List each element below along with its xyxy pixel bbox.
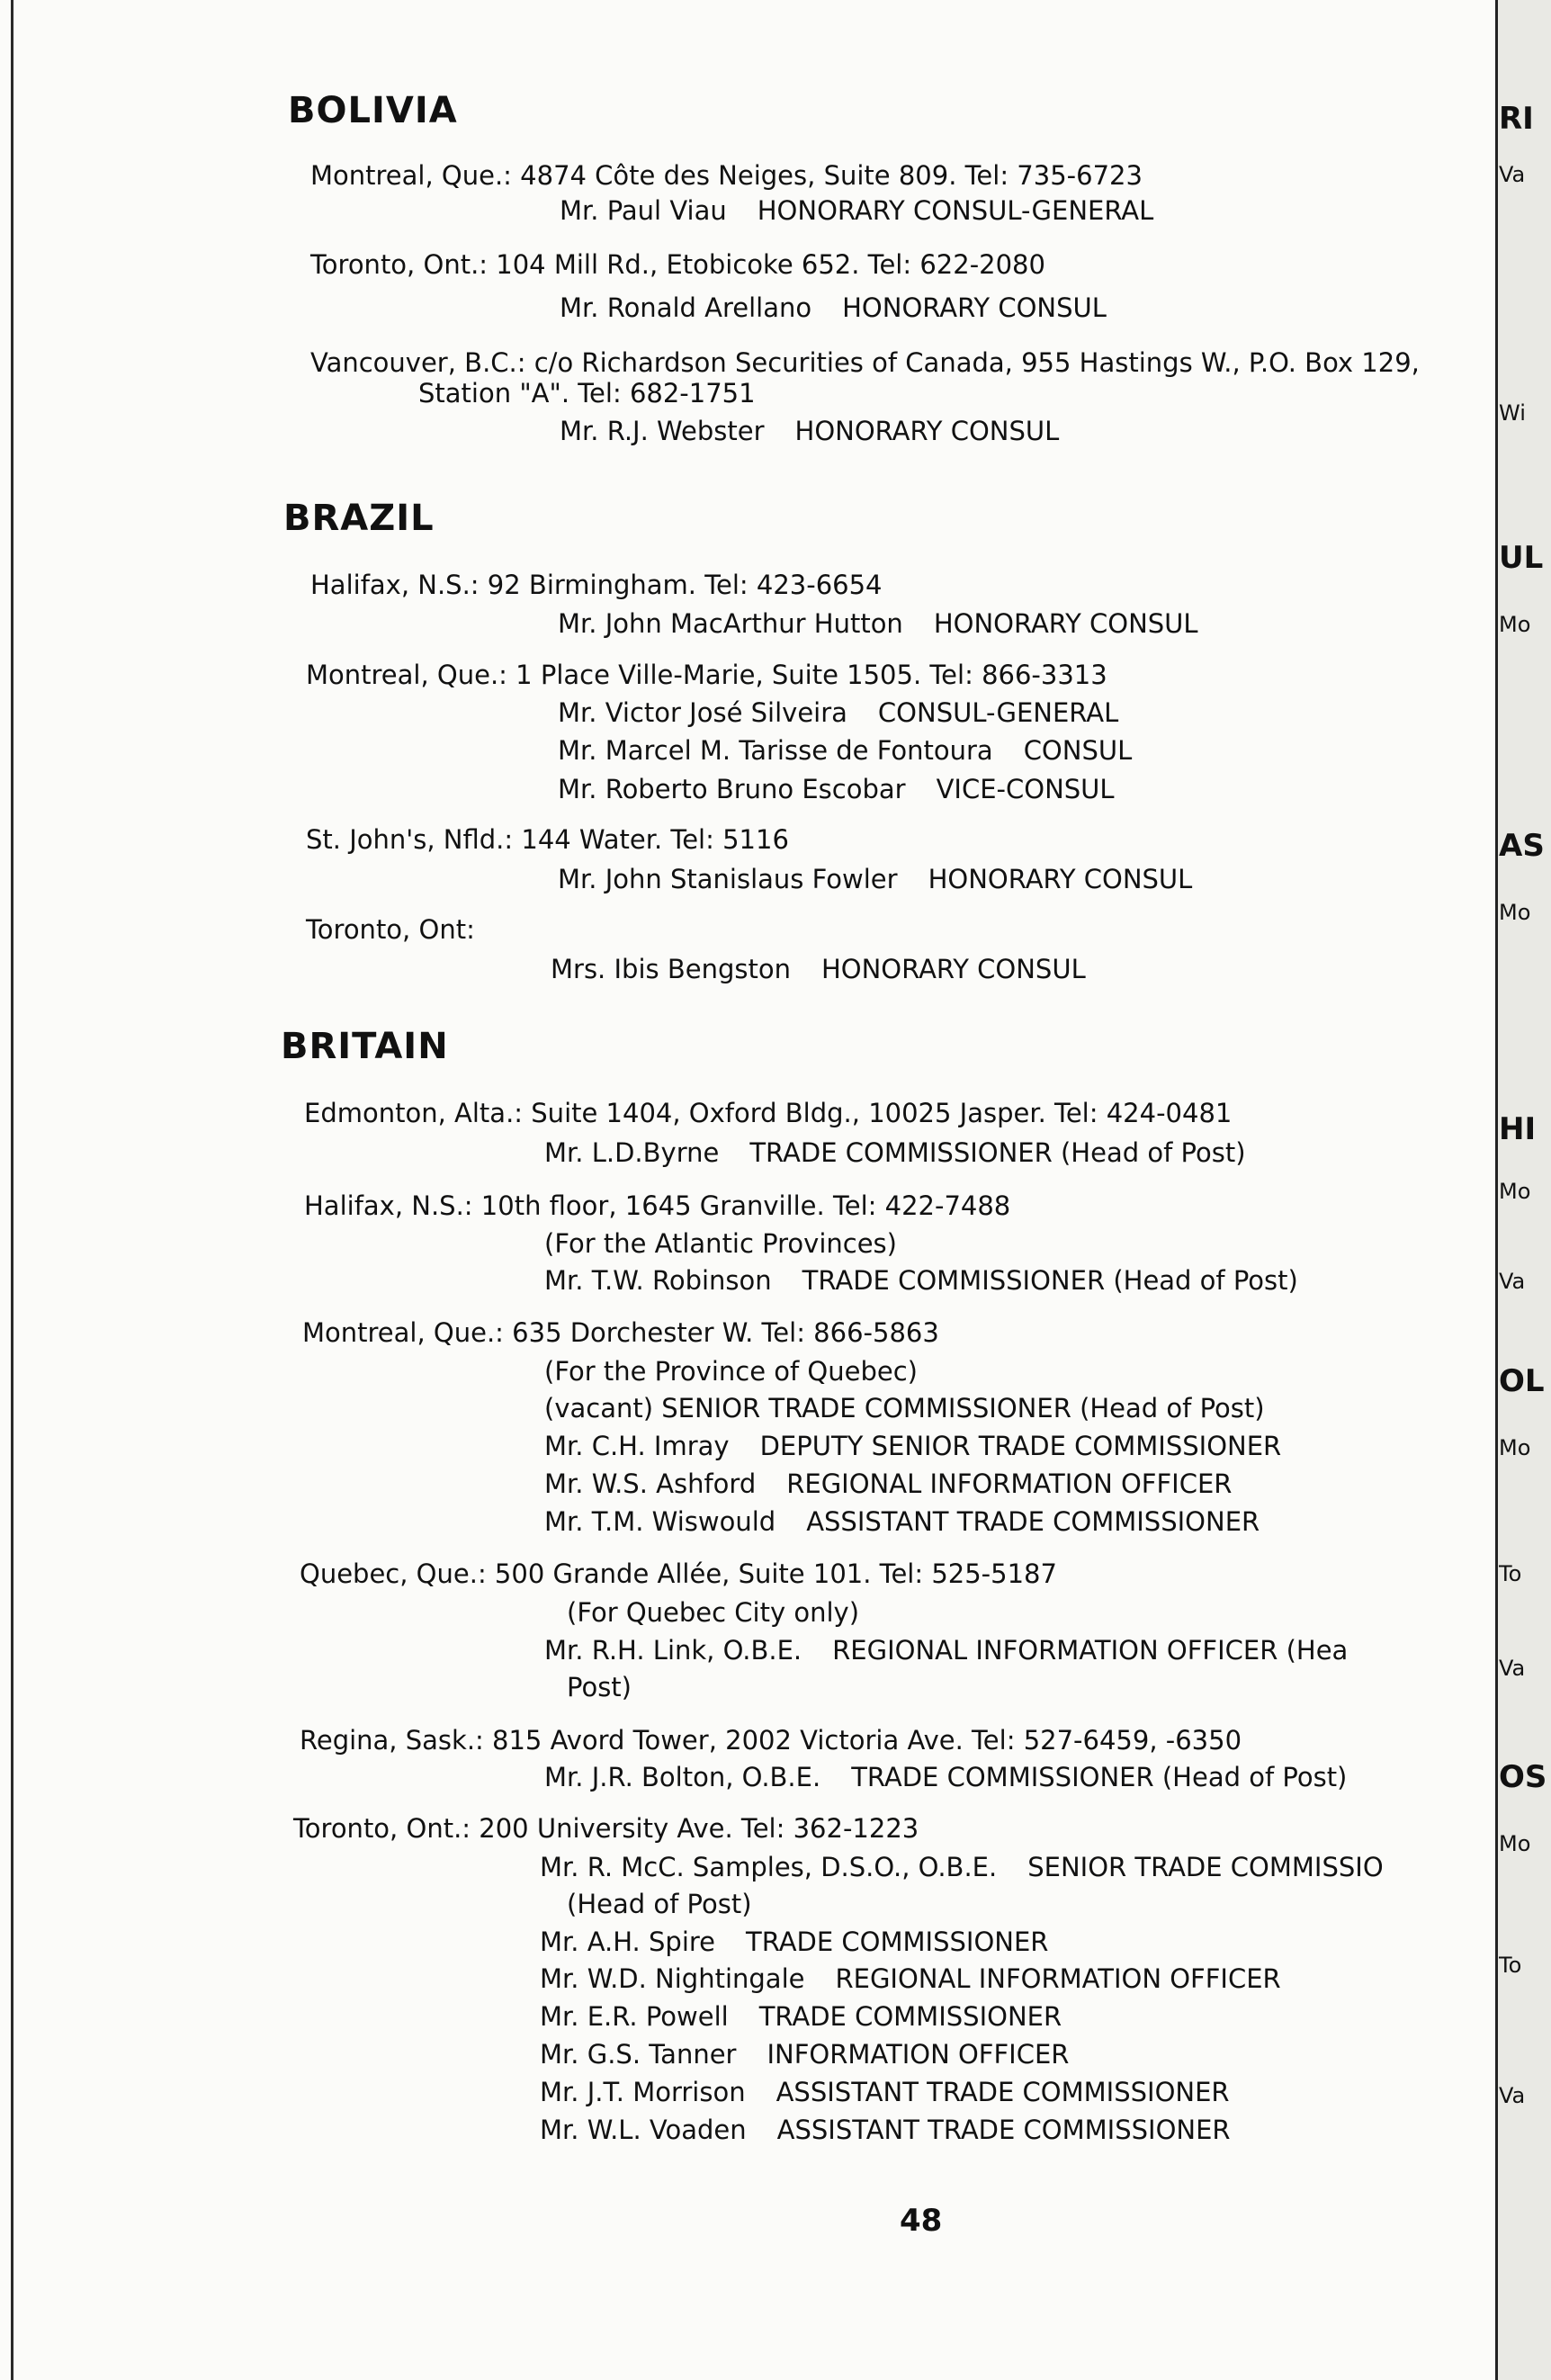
adjacent-page-fragment: Va [1499, 162, 1526, 187]
office-address: Toronto, Ont.: 200 University Ave. Tel: 362-1223 [293, 1813, 919, 1844]
office-address: Montreal, Que.: 635 Dorchester W. Tel: 866-5863 [302, 1317, 939, 1348]
adjacent-page-fragment: Mo [1499, 1179, 1531, 1204]
official-entry: Mr. W.D. Nightingale REGIONAL INFORMATION OFFICER [540, 1963, 1281, 1994]
office-address: Edmonton, Alta.: Suite 1404, Oxford Bldg., 10025 Jasper. Tel: 424-0481 [304, 1098, 1233, 1128]
official-entry: Mr. L.D.Byrne TRADE COMMISSIONER (Head of Post) [544, 1137, 1246, 1168]
adjacent-page-fragment: Va [1499, 1656, 1526, 1681]
office-address: St. John's, Nfld.: 144 Water. Tel: 5116 [306, 824, 789, 855]
adjacent-page-fragment: Va [1499, 2083, 1526, 2108]
office-address: Regina, Sask.: 815 Avord Tower, 2002 Victoria Ave. Tel: 527-6459, -6350 [300, 1725, 1242, 1756]
office-address: Halifax, N.S.: 10th floor, 1645 Granville. Tel: 422-7488 [304, 1190, 1011, 1221]
adjacent-page-fragment: Mo [1499, 1435, 1531, 1460]
office-note: (For the Atlantic Provinces) [544, 1228, 897, 1259]
official-entry: Mr. Victor José Silveira CONSUL-GENERAL [558, 697, 1119, 728]
office-address: Toronto, Ont: [306, 914, 475, 945]
country-heading: BRITAIN [281, 1026, 449, 1067]
official-entry-continued: (Head of Post) [567, 1889, 752, 1919]
adjacent-page-fragment: OS [1499, 1759, 1547, 1795]
official-entry: Mr. C.H. Imray DEPUTY SENIOR TRADE COMMISSIONER [544, 1431, 1282, 1461]
official-entry: Mr. E.R. Powell TRADE COMMISSIONER [540, 2001, 1062, 2032]
office-address: Montreal, Que.: 4874 Côte des Neiges, Suite 809. Tel: 735-6723 [310, 160, 1143, 191]
official-entry-continued: Post) [567, 1672, 632, 1702]
official-entry: Mr. R.J. Webster HONORARY CONSUL [560, 416, 1060, 446]
official-entry: Mr. T.W. Robinson TRADE COMMISSIONER (Head of Post) [544, 1265, 1298, 1296]
office-address: Vancouver, B.C.: c/o Richardson Securities of Canada, 955 Hastings W., P.O. Box 129, [310, 347, 1420, 378]
adjacent-page-fragment: Wi [1499, 400, 1526, 426]
official-entry: Mr. R. McC. Samples, D.S.O., O.B.E. SENIOR TRADE COMMISSIO [540, 1852, 1384, 1882]
official-entry: Mr. R.H. Link, O.B.E. REGIONAL INFORMATION OFFICER (Hea [544, 1635, 1349, 1666]
official-entry: Mr. A.H. Spire TRADE COMMISSIONER [540, 1926, 1049, 1957]
official-entry: Mr. T.M. Wiswould ASSISTANT TRADE COMMISSIONER [544, 1506, 1260, 1537]
office-note: (For the Province of Quebec) [544, 1356, 918, 1387]
adjacent-page-fragment: HI [1499, 1111, 1537, 1147]
official-entry: Mr. John MacArthur Hutton HONORARY CONSUL [558, 608, 1198, 639]
official-entry: Mr. W.L. Voaden ASSISTANT TRADE COMMISSIONER [540, 2115, 1231, 2145]
adjacent-page-fragment: Mo [1499, 1831, 1531, 1856]
official-entry: Mr. Marcel M. Tarisse de Fontoura CONSUL [558, 735, 1133, 766]
official-entry: Mr. John Stanislaus Fowler HONORARY CONSUL [558, 864, 1193, 894]
office-address: Quebec, Que.: 500 Grande Allée, Suite 101. Tel: 525-5187 [300, 1558, 1057, 1589]
page-binding-edge [11, 0, 13, 2380]
adjacent-page-fragment: To [1499, 1561, 1522, 1586]
official-entry: Mr. Ronald Arellano HONORARY CONSUL [560, 292, 1107, 323]
official-entry: Mr. G.S. Tanner INFORMATION OFFICER [540, 2039, 1070, 2070]
adjacent-page-fragment: UL [1499, 540, 1544, 576]
adjacent-page-fragment: RI [1499, 101, 1534, 137]
country-heading: BRAZIL [283, 498, 435, 539]
official-entry: Mrs. Ibis Bengston HONORARY CONSUL [551, 954, 1086, 984]
office-address: Halifax, N.S.: 92 Birmingham. Tel: 423-6654 [310, 570, 883, 600]
adjacent-page-fragment: OL [1499, 1363, 1545, 1399]
office-note: (For Quebec City only) [567, 1597, 860, 1628]
official-entry: Mr. Roberto Bruno Escobar VICE-CONSUL [558, 774, 1115, 804]
official-entry: Mr. Paul Viau HONORARY CONSUL-GENERAL [560, 195, 1154, 226]
office-address-continued: Station "A". Tel: 682-1751 [418, 378, 756, 409]
office-address: Toronto, Ont.: 104 Mill Rd., Etobicoke 652. Tel: 622-2080 [310, 249, 1045, 280]
adjacent-page-fragment: Mo [1499, 612, 1531, 637]
adjacent-page-fragment: Mo [1499, 900, 1531, 925]
official-entry: Mr. W.S. Ashford REGIONAL INFORMATION OFFICER [544, 1468, 1233, 1499]
adjacent-page-fragment: To [1499, 1953, 1522, 1978]
country-heading: BOLIVIA [288, 90, 458, 131]
official-entry: Mr. J.T. Morrison ASSISTANT TRADE COMMISSIONER [540, 2077, 1230, 2107]
adjacent-page-fragment: Va [1499, 1269, 1526, 1294]
official-entry: Mr. J.R. Bolton, O.B.E. TRADE COMMISSIONER (Head of Post) [544, 1762, 1348, 1792]
official-entry: (vacant) SENIOR TRADE COMMISSIONER (Head of Post) [544, 1393, 1265, 1424]
adjacent-page-fragment: AS [1499, 828, 1545, 864]
page-number: 48 [900, 2203, 943, 2239]
office-address: Montreal, Que.: 1 Place Ville-Marie, Suite 1505. Tel: 866-3313 [306, 660, 1107, 690]
